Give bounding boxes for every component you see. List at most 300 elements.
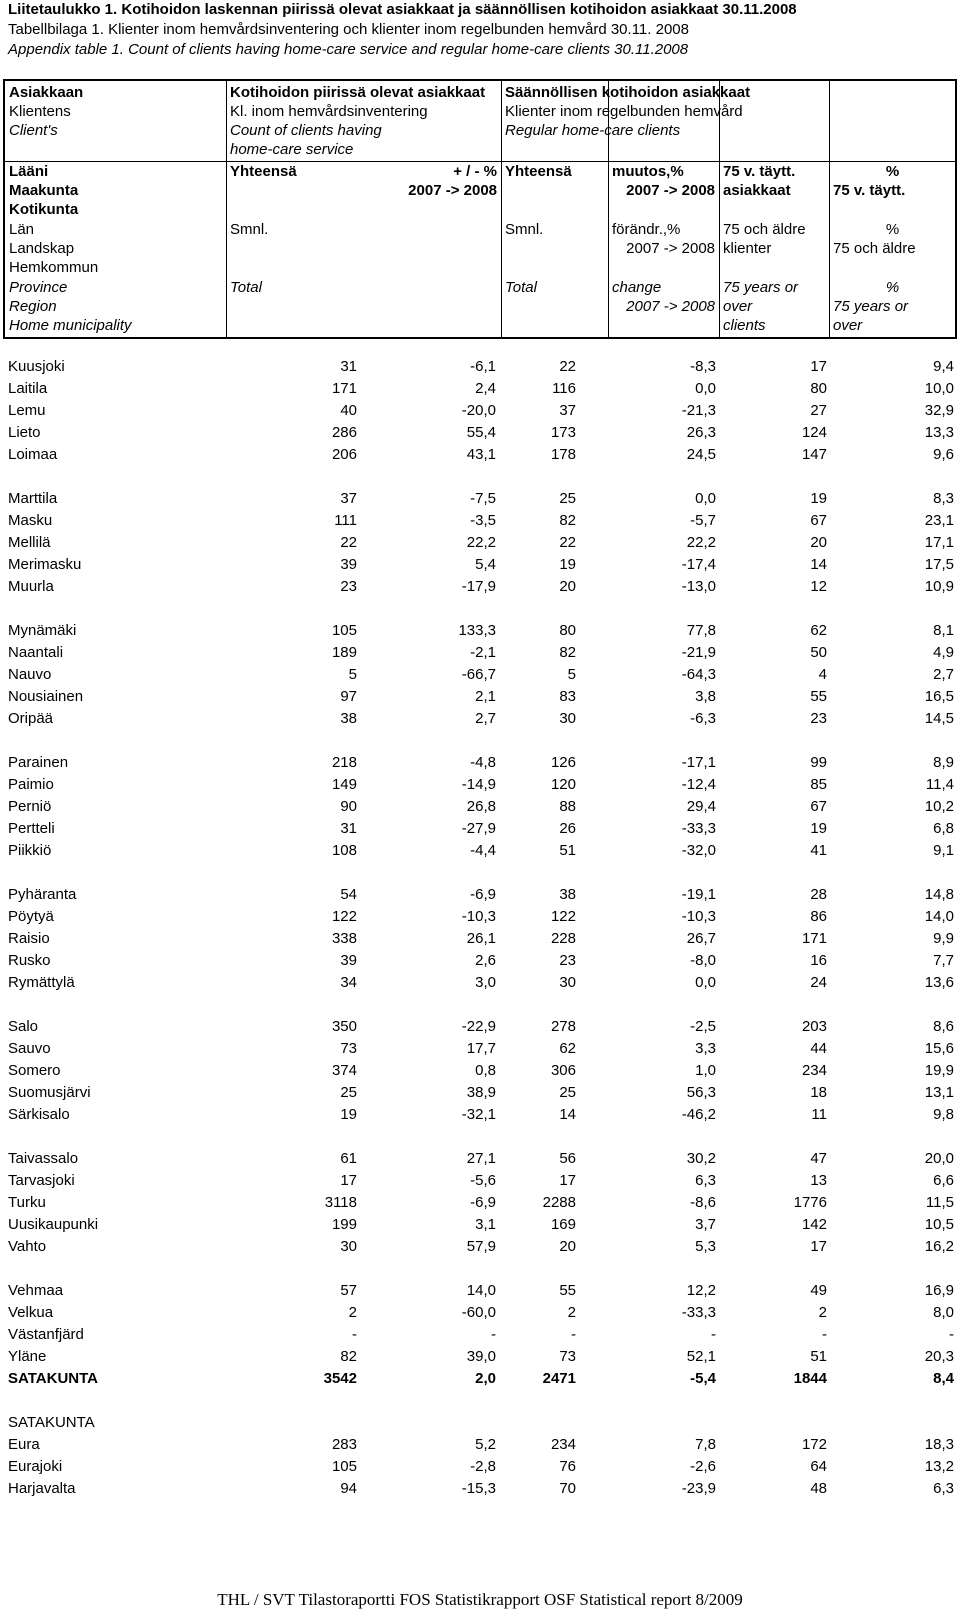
table-row — [0, 356, 960, 378]
group1-title-fi: Kotihoidon piirissä olevat asiakkaat — [230, 84, 486, 101]
regular-change: 0,0 — [695, 974, 716, 991]
regular-total: 122 — [550, 908, 576, 925]
percent-75-over: 19,9 — [924, 1062, 954, 1079]
regular-change: 3,3 — [695, 1040, 716, 1057]
percent-75-over: 32,9 — [924, 402, 954, 419]
regular-change: -13,0 — [681, 578, 716, 595]
clients-75-over: 1776 — [793, 1194, 827, 1211]
table-row — [0, 1236, 960, 1258]
change-percent: 2,6 — [475, 952, 496, 969]
municipality-name: Piikkiö — [8, 842, 52, 859]
change-percent: -2,1 — [470, 644, 496, 661]
regular-change: 6,3 — [695, 1172, 716, 1189]
table-row — [0, 620, 960, 642]
regular-change: -46,2 — [681, 1106, 716, 1123]
municipality-name: Loimaa — [8, 446, 58, 463]
group2-title-sv: Klienter inom regelbunden hemvård — [505, 103, 743, 120]
table-row — [0, 752, 960, 774]
regular-change: -8,3 — [690, 358, 716, 375]
change-percent: -32,1 — [461, 1106, 496, 1123]
clients-75-over: 99 — [810, 754, 827, 771]
total-clients: 82 — [340, 1348, 357, 1365]
table-row — [0, 532, 960, 554]
change-percent: 3,0 — [475, 974, 496, 991]
c6-en-1: % — [885, 279, 900, 296]
municipality-name: Kuusjoki — [8, 358, 65, 375]
c3-fi: Yhteensä — [505, 163, 572, 180]
municipality-name: Vahto — [8, 1238, 47, 1255]
percent-75-over: 8,4 — [933, 1370, 954, 1387]
regular-total: 169 — [550, 1216, 576, 1233]
municipality-name: Särkisalo — [8, 1106, 70, 1123]
group1-title-en: Count of clients having — [230, 122, 382, 139]
percent-75-over: 2,7 — [933, 666, 954, 683]
municipality-name: Uusikaupunki — [8, 1216, 99, 1233]
change-percent: -66,7 — [461, 666, 496, 683]
percent-75-over: 16,5 — [924, 688, 954, 705]
clients-75-over: 64 — [810, 1458, 827, 1475]
regular-change: 26,3 — [686, 424, 716, 441]
group2-title-fi: Säännöllisen kotihoidon asiakkaat — [505, 84, 751, 101]
regular-change: 12,2 — [686, 1282, 716, 1299]
total-clients: 17 — [340, 1172, 357, 1189]
percent-75-over: 16,2 — [924, 1238, 954, 1255]
table-row — [0, 1324, 960, 1346]
total-clients: 73 — [340, 1040, 357, 1057]
municipality-name: Paimio — [8, 776, 54, 793]
regular-total: 80 — [559, 622, 576, 639]
change-percent: 2,0 — [475, 1370, 496, 1387]
percent-75-over: 10,2 — [924, 798, 954, 815]
municipality-name: Yläne — [8, 1348, 47, 1365]
change-percent: 39,0 — [466, 1348, 496, 1365]
clients-75-over: 17 — [810, 358, 827, 375]
clients-75-over: 27 — [810, 402, 827, 419]
regular-total: 37 — [559, 402, 576, 419]
municipality-name: Pöytyä — [8, 908, 54, 925]
total-clients: 22 — [340, 534, 357, 551]
table-row — [0, 1434, 960, 1456]
total-clients: 39 — [340, 556, 357, 573]
table-row — [0, 1104, 960, 1126]
change-percent: -4,4 — [470, 842, 496, 859]
total-clients: 189 — [331, 644, 357, 661]
c6-sv-2: 75 och äldre — [833, 240, 916, 257]
clients-75-over: 67 — [810, 798, 827, 815]
change-percent: 2,1 — [475, 688, 496, 705]
regular-change: -21,9 — [681, 644, 716, 661]
c4-fi-1: muutos,% — [612, 163, 684, 180]
clients-75-over: 172 — [801, 1436, 827, 1453]
regular-change: 22,2 — [686, 534, 716, 551]
c2-fi-2: 2007 -> 2008 — [408, 182, 497, 199]
area-sv-2: Landskap — [9, 240, 75, 257]
table-titles — [8, 0, 797, 60]
table-row — [0, 400, 960, 422]
municipality-name: Naantali — [8, 644, 64, 661]
regular-change: -17,4 — [681, 556, 716, 573]
municipality-name: Oripää — [8, 710, 54, 727]
c5-en-3: clients — [723, 317, 766, 334]
percent-75-over: 13,1 — [924, 1084, 954, 1101]
change-percent: -6,9 — [470, 1194, 496, 1211]
percent-75-over: 10,9 — [924, 578, 954, 595]
table-row — [0, 1016, 960, 1038]
regular-change: 3,7 — [695, 1216, 716, 1233]
regular-total: 178 — [550, 446, 576, 463]
c3-sv: Smnl. — [505, 221, 544, 238]
percent-75-over: 13,2 — [924, 1458, 954, 1475]
clients-75-over: 19 — [810, 490, 827, 507]
table-row — [0, 1060, 960, 1082]
municipality-name: Masku — [8, 512, 53, 529]
change-percent: 5,4 — [475, 556, 496, 573]
municipality-name: Pertteli — [8, 820, 55, 837]
c4-en-2: 2007 -> 2008 — [626, 298, 715, 315]
c1-en: Total — [230, 279, 262, 296]
percent-75-over: 9,8 — [933, 1106, 954, 1123]
total-clients: 54 — [340, 886, 357, 903]
table-row — [0, 1214, 960, 1236]
percent-75-over: 17,1 — [924, 534, 954, 551]
c2-fi-1: + / - % — [453, 163, 497, 180]
regular-total: 55 — [559, 1282, 576, 1299]
municipality-name: Parainen — [8, 754, 69, 771]
c4-sv-2: 2007 -> 2008 — [626, 240, 715, 257]
table-row — [0, 796, 960, 818]
total-clients: 30 — [340, 1238, 357, 1255]
regular-change: - — [711, 1326, 716, 1343]
table-row — [0, 642, 960, 664]
area-sv-3: Hemkommun — [9, 259, 99, 276]
regular-total: 70 — [559, 1480, 576, 1497]
total-clients: 2 — [348, 1304, 357, 1321]
municipality-name: Somero — [8, 1062, 61, 1079]
table-header — [3, 79, 957, 339]
table-row — [0, 1478, 960, 1500]
clients-75-over: 142 — [801, 1216, 827, 1233]
percent-75-over: 16,9 — [924, 1282, 954, 1299]
change-percent: -6,9 — [470, 886, 496, 903]
table-row — [0, 840, 960, 862]
header-client-sv: Klientens — [9, 103, 71, 120]
regular-total: 88 — [559, 798, 576, 815]
total-clients: 171 — [331, 380, 357, 397]
total-clients: 5 — [348, 666, 357, 683]
municipality-name: Sauvo — [8, 1040, 51, 1057]
regular-change: 24,5 — [686, 446, 716, 463]
total-clients: 25 — [340, 1084, 357, 1101]
percent-75-over: 13,3 — [924, 424, 954, 441]
clients-75-over: 55 — [810, 688, 827, 705]
title-english: Appendix table 1. Count of clients having home-care service and regular home-care clients 30.11.2008 — [8, 41, 689, 58]
change-percent: -2,8 — [470, 1458, 496, 1475]
regular-change: -64,3 — [681, 666, 716, 683]
total-clients: 97 — [340, 688, 357, 705]
total-clients: 31 — [340, 820, 357, 837]
regular-total: 56 — [559, 1150, 576, 1167]
clients-75-over: 2 — [818, 1304, 827, 1321]
table-row — [0, 1038, 960, 1060]
total-clients: 105 — [331, 622, 357, 639]
municipality-name: Velkua — [8, 1304, 54, 1321]
clients-75-over: 11 — [811, 1106, 827, 1123]
change-percent: 5,2 — [475, 1436, 496, 1453]
c6-fi-2: 75 v. täytt. — [833, 182, 906, 199]
clients-75-over: 124 — [801, 424, 827, 441]
regular-total: 62 — [559, 1040, 576, 1057]
regular-total: 25 — [559, 490, 576, 507]
area-en-2: Region — [9, 298, 57, 315]
percent-75-over: 20,0 — [924, 1150, 954, 1167]
regular-total: 76 — [559, 1458, 576, 1475]
total-clients: 57 — [340, 1282, 357, 1299]
regular-total: 51 — [559, 842, 576, 859]
total-clients: 108 — [331, 842, 357, 859]
change-percent: -10,3 — [461, 908, 496, 925]
percent-75-over: 23,1 — [924, 512, 954, 529]
regular-total: 30 — [559, 710, 576, 727]
regular-change: 29,4 — [686, 798, 716, 815]
change-percent: -15,3 — [461, 1480, 496, 1497]
regular-total: 278 — [550, 1018, 576, 1035]
regular-total: 82 — [559, 644, 576, 661]
clients-75-over: 44 — [810, 1040, 827, 1057]
percent-75-over: 14,0 — [924, 908, 954, 925]
municipality-name: Taivassalo — [8, 1150, 79, 1167]
change-percent: -5,6 — [470, 1172, 496, 1189]
total-clients: 283 — [331, 1436, 357, 1453]
clients-75-over: 80 — [810, 380, 827, 397]
total-clients: 40 — [340, 402, 357, 419]
clients-75-over: 234 — [801, 1062, 827, 1079]
regular-change: -32,0 — [681, 842, 716, 859]
c4-sv-1: förändr.,% — [612, 221, 681, 238]
municipality-name: Suomusjärvi — [8, 1084, 91, 1101]
regular-total: 2471 — [542, 1370, 576, 1387]
regular-total: 120 — [550, 776, 576, 793]
table-row — [0, 818, 960, 840]
total-clients: 218 — [331, 754, 357, 771]
change-percent: 26,1 — [466, 930, 496, 947]
title-swedish: Tabellbilaga 1. Klienter inom hemvårdsinventering och klienter inom regelbunden hemvård 30.11. 2008 — [8, 21, 689, 38]
total-clients: 122 — [331, 908, 357, 925]
clients-75-over: 23 — [810, 710, 827, 727]
regular-total: 173 — [550, 424, 576, 441]
municipality-name: Pyhäranta — [8, 886, 77, 903]
total-clients: 38 — [340, 710, 357, 727]
change-percent: 3,1 — [475, 1216, 496, 1233]
regular-total: 19 — [559, 556, 576, 573]
table-row — [0, 664, 960, 686]
regular-change: -33,3 — [681, 820, 716, 837]
regular-change: -2,6 — [690, 1458, 716, 1475]
title-finnish: Liitetaulukko 1. Kotihoidon laskennan piirissä olevat asiakkaat ja säännöllisen kotihoidon asiakkaat 30.11.2008 — [8, 1, 797, 18]
municipality-name: Harjavalta — [8, 1480, 76, 1497]
change-percent: 0,8 — [475, 1062, 496, 1079]
group1-title-sv: Kl. inom hemvårdsinventering — [230, 103, 428, 120]
c6-sv-1: % — [885, 221, 900, 238]
header-divider — [829, 81, 830, 337]
total-clients: 3542 — [323, 1370, 357, 1387]
c6-fi-1: % — [885, 163, 900, 180]
table-row — [0, 686, 960, 708]
total-clients: - — [352, 1326, 357, 1343]
total-clients: 206 — [331, 446, 357, 463]
table-row — [0, 884, 960, 906]
clients-75-over: 13 — [810, 1172, 827, 1189]
group1-title-en-cont: home-care service — [230, 141, 354, 158]
table-row — [0, 1456, 960, 1478]
clients-75-over: 18 — [810, 1084, 827, 1101]
regular-total: 2288 — [542, 1194, 576, 1211]
regular-total: 82 — [559, 512, 576, 529]
clients-75-over: 1844 — [793, 1370, 827, 1387]
clients-75-over: 19 — [810, 820, 827, 837]
clients-75-over: 50 — [810, 644, 827, 661]
municipality-name: SATAKUNTA — [8, 1414, 95, 1431]
table-row — [0, 1302, 960, 1324]
percent-75-over: 6,3 — [933, 1480, 954, 1497]
c1-sv: Smnl. — [230, 221, 269, 238]
change-percent: -22,9 — [461, 1018, 496, 1035]
percent-75-over: 6,8 — [933, 820, 954, 837]
change-percent: 2,4 — [475, 380, 496, 397]
municipality-name: Nauvo — [8, 666, 52, 683]
clients-75-over: 41 — [810, 842, 827, 859]
c1-fi: Yhteensä — [230, 163, 297, 180]
clients-75-over: 147 — [801, 446, 827, 463]
c4-fi-2: 2007 -> 2008 — [626, 182, 715, 199]
percent-75-over: 4,9 — [933, 644, 954, 661]
table-row — [0, 1170, 960, 1192]
total-clients: 39 — [340, 952, 357, 969]
total-clients: 111 — [334, 512, 357, 529]
change-percent: 57,9 — [466, 1238, 496, 1255]
percent-75-over: 8,6 — [933, 1018, 954, 1035]
percent-75-over: 10,0 — [924, 380, 954, 397]
regular-total: 234 — [550, 1436, 576, 1453]
table-row — [0, 378, 960, 400]
table-row — [0, 906, 960, 928]
percent-75-over: 20,3 — [924, 1348, 954, 1365]
municipality-name: Rusko — [8, 952, 51, 969]
percent-75-over: 11,5 — [925, 1194, 954, 1211]
table-row — [0, 774, 960, 796]
clients-75-over: 4 — [818, 666, 827, 683]
municipality-name: Salo — [8, 1018, 39, 1035]
clients-75-over: 203 — [801, 1018, 827, 1035]
regular-total: 126 — [550, 754, 576, 771]
percent-75-over: - — [949, 1326, 954, 1343]
change-percent: 22,2 — [466, 534, 496, 551]
total-clients: 37 — [340, 490, 357, 507]
municipality-name: Tarvasjoki — [8, 1172, 75, 1189]
percent-75-over: 7,7 — [933, 952, 954, 969]
clients-75-over: 67 — [810, 512, 827, 529]
table-row — [0, 1082, 960, 1104]
percent-75-over: 15,6 — [924, 1040, 954, 1057]
change-percent: 14,0 — [466, 1282, 496, 1299]
regular-change: 0,0 — [695, 380, 716, 397]
municipality-name: Laitila — [8, 380, 48, 397]
regular-total: 20 — [559, 1238, 576, 1255]
total-clients: 3118 — [324, 1194, 357, 1211]
regular-change: 7,8 — [695, 1436, 716, 1453]
total-clients: 23 — [340, 578, 357, 595]
municipality-name: Raisio — [8, 930, 50, 947]
table-row — [0, 1368, 960, 1390]
regular-total: 73 — [559, 1348, 576, 1365]
regular-total: 22 — [559, 358, 576, 375]
regular-change: -33,3 — [681, 1304, 716, 1321]
regular-change: -8,6 — [690, 1194, 716, 1211]
municipality-name: Perniö — [8, 798, 52, 815]
table-row — [0, 422, 960, 444]
percent-75-over: 17,5 — [924, 556, 954, 573]
percent-75-over: 14,5 — [924, 710, 954, 727]
regular-change: -8,0 — [690, 952, 716, 969]
table-row — [0, 510, 960, 532]
regular-change: -2,5 — [690, 1018, 716, 1035]
regular-total: 38 — [559, 886, 576, 903]
area-fi-1: Lääni — [9, 163, 49, 180]
clients-75-over: 28 — [810, 886, 827, 903]
clients-75-over: 47 — [810, 1150, 827, 1167]
municipality-name: Eura — [8, 1436, 40, 1453]
regular-change: -5,7 — [690, 512, 716, 529]
area-fi-2: Maakunta — [9, 182, 79, 199]
table-row — [0, 1412, 960, 1434]
regular-total: 30 — [559, 974, 576, 991]
municipality-name: Lieto — [8, 424, 41, 441]
regular-change: 52,1 — [686, 1348, 716, 1365]
total-clients: 338 — [331, 930, 357, 947]
regular-change: 1,0 — [695, 1062, 716, 1079]
clients-75-over: 85 — [810, 776, 827, 793]
regular-change: -17,1 — [681, 754, 716, 771]
clients-75-over: 171 — [801, 930, 827, 947]
c5-sv-1: 75 och äldre — [723, 221, 806, 238]
percent-75-over: 9,1 — [933, 842, 954, 859]
clients-75-over: 14 — [810, 556, 827, 573]
table-row — [0, 1346, 960, 1368]
regular-change: 56,3 — [686, 1084, 716, 1101]
table-row — [0, 444, 960, 466]
change-percent: 133,3 — [458, 622, 496, 639]
municipality-name: Vehmaa — [8, 1282, 64, 1299]
municipality-name: Lemu — [8, 402, 46, 419]
regular-change: -23,9 — [681, 1480, 716, 1497]
change-percent: 27,1 — [466, 1150, 496, 1167]
regular-change: -6,3 — [690, 710, 716, 727]
percent-75-over: 13,6 — [924, 974, 954, 991]
page-footer: THL / SVT Tilastoraportti FOS Statistikrapport OSF Statistical report 8/2009 — [217, 1590, 743, 1609]
total-clients: 19 — [340, 1106, 357, 1123]
regular-change: -21,3 — [681, 402, 716, 419]
area-sv-1: Län — [9, 221, 35, 238]
clients-75-over: 49 — [810, 1282, 827, 1299]
regular-total: - — [571, 1326, 576, 1343]
total-clients: 31 — [340, 358, 357, 375]
change-percent: -17,9 — [461, 578, 496, 595]
regular-total: 25 — [559, 1084, 576, 1101]
regular-total: 26 — [559, 820, 576, 837]
percent-75-over: 14,8 — [924, 886, 954, 903]
table-row — [0, 708, 960, 730]
table-row — [0, 576, 960, 598]
regular-total: 228 — [550, 930, 576, 947]
